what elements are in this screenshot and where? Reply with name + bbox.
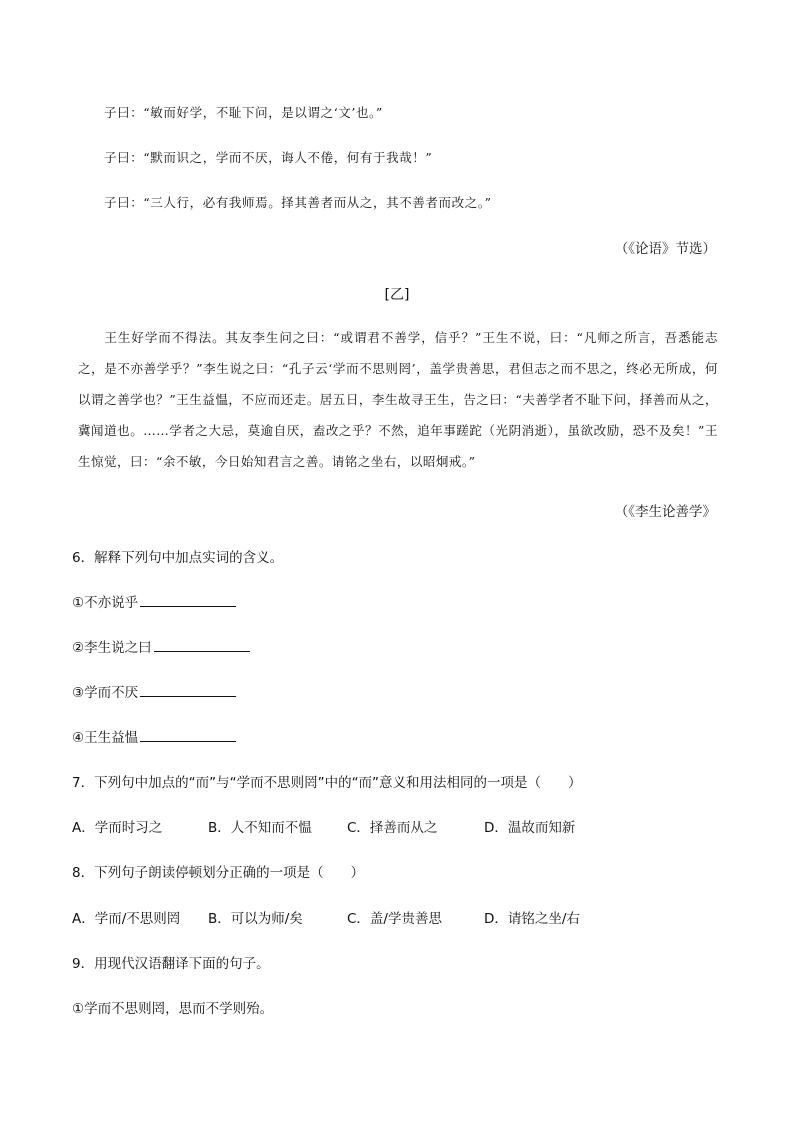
answer-blank[interactable] — [140, 740, 236, 742]
option-c[interactable]: C．择善而从之 — [347, 820, 438, 836]
passage-yi-source: （《李生论善学》 — [614, 504, 716, 520]
question-6-item-2 — [72, 636, 794, 656]
question-9-stem: 9．用现代汉语翻译下面的句子。 — [72, 956, 270, 972]
analects-quote-2: 子曰：“默而识之，学而不厌，诲人不倦，何有于我哉！” — [104, 150, 433, 165]
item-text: ④王生益愠 — [72, 730, 139, 746]
question-6-item-1 — [72, 591, 794, 611]
option-b[interactable]: B．可以为师/矣 — [208, 911, 303, 927]
question-7-options — [72, 816, 794, 836]
question-8-stem: 8．下列句子朗读停顿划分正确的一项是（ ） — [72, 865, 365, 881]
analects-quote-1: 子曰：“敏而好学，不耻下问，是以谓之‘文’也。” — [104, 105, 383, 120]
question-6-item-4 — [72, 726, 794, 746]
item-text: ①不亦说乎 — [72, 595, 139, 611]
answer-blank[interactable] — [140, 605, 236, 607]
question-9-item-1: ①学而不思则罔，思而不学则殆。 — [72, 1001, 274, 1017]
item-text: ③学而不厌 — [72, 685, 139, 701]
item-text: ②李生说之曰 — [72, 640, 152, 656]
answer-blank[interactable] — [154, 650, 250, 652]
option-d[interactable]: D．温故而知新 — [484, 820, 576, 836]
option-d[interactable]: D．请铭之坐/右 — [484, 911, 580, 927]
passage-yi-paragraph — [78, 322, 718, 477]
question-6-item-3 — [72, 681, 794, 701]
analects-quote-3: 子曰：“三人行，必有我师焉。择其善者而从之，其不善者而改之。” — [104, 195, 492, 210]
option-a[interactable]: A．学而/不思则罔 — [72, 911, 181, 927]
analects-source: （《论语》节选） — [614, 241, 716, 257]
question-8-options — [72, 907, 794, 927]
option-c[interactable]: C．盖/学贵善思 — [347, 911, 442, 927]
question-7-stem: 7．下列句中加点的“而”与“学而不思则罔”中的“而”意义和用法相同的一项是（ ） — [72, 775, 582, 791]
option-a[interactable]: A．学而时习之 — [72, 820, 163, 836]
passage-yi-heading: [乙] — [384, 287, 410, 303]
question-6-stem: 6．解释下列句中加点实词的含义。 — [72, 550, 284, 566]
passage-yi-text: 王生好学而不得法。其友李生问之曰：“或谓君不善学，信乎？”王生不说，曰：“凡师之所言，吾悉能志之，是不亦善学乎？”李生说之曰：“孔子云‘学而不思则罔’，盖学贵善思，君但志之而不思之，终必无所成，何以谓之善学也？”王生益愠，不应而还走。居五日，李生故寻王生，告之曰：“夫善学者不耻下问，择善而从之，冀闻道也。……学者之大忌，莫逾自厌，盍改之乎？不然，追年事蹉跎（光阴消逝），虽欲改励，恐不及矣！”王生惊觉，曰：“余不敏，今日始知君言之善。请铭之坐右，以昭炯戒。” — [78, 330, 718, 469]
answer-blank[interactable] — [140, 695, 236, 697]
option-b[interactable]: B．人不知而不愠 — [208, 820, 312, 836]
